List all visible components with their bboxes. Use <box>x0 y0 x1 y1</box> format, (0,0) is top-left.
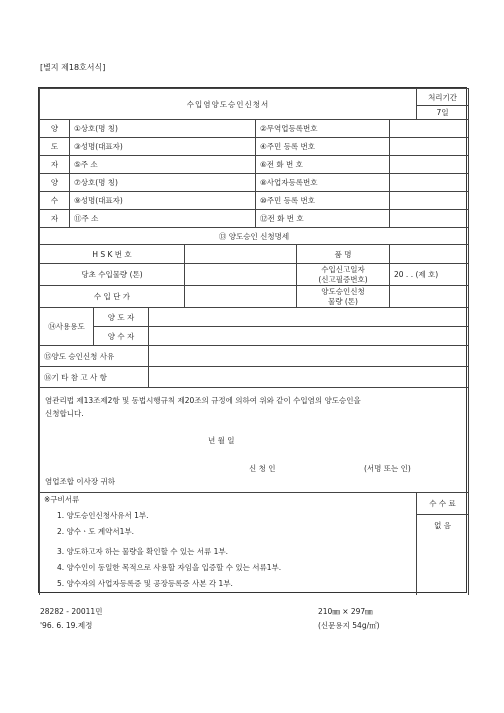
unit-price-label: 수 입 단 가 <box>40 286 185 308</box>
reason-label: ⑮양도 승인신청 사유 <box>40 346 149 367</box>
usage-transferee-field[interactable] <box>149 327 469 346</box>
form-code: 28282 - 20011민 <box>40 607 103 616</box>
report-date-field[interactable]: 20 . . (제 호) <box>390 264 469 286</box>
date-line: 년 월 일 <box>208 436 235 445</box>
transferee-business-reg-label: ⑧사업자등록번호 <box>256 174 390 192</box>
statement-line-1: 염관리법 제13조제2항 및 동법시행규칙 제20조의 규정에 의하여 위와 같이 수입염의 양도승인을 <box>45 396 361 405</box>
paper-type: (신문용지 54g/㎡) <box>318 621 380 630</box>
report-date-line-2: (신고필증번호) <box>318 274 368 284</box>
document-item-1: 1. 양도승인신청사유서 1부. <box>57 511 149 520</box>
hsk-label: H S K 번 호 <box>40 245 185 264</box>
transferor-phone-label: ⑥전 화 번 호 <box>256 156 390 174</box>
usage-transferee-label: 양 수 자 <box>94 327 149 346</box>
transferor-phone-field[interactable] <box>390 156 469 174</box>
approval-quantity-label <box>297 286 390 308</box>
form-number: [별지 제18호서식] <box>40 63 106 72</box>
processing-period-value: 7일 <box>417 106 469 120</box>
notes-label: ⑯기 타 참 고 사 항 <box>40 367 149 388</box>
hsk-field[interactable] <box>185 245 297 264</box>
transferee-company-label: ⑦상호(명 칭) <box>70 174 256 192</box>
initial-quantity-label: 당초 수입물량 (톤) <box>40 264 185 286</box>
statement-line-2: 신청합니다. <box>45 409 84 418</box>
transferor-side-label-2: 도 <box>40 138 70 156</box>
fee-value: 없 음 <box>417 515 469 595</box>
enactment-date: '96. 6. 19.제정 <box>40 621 93 630</box>
transferor-address-label: ⑤주 소 <box>70 156 256 174</box>
transferee-side-label-3: 자 <box>40 210 70 228</box>
applicant-label: 신 청 인 <box>249 464 276 473</box>
transferee-phone-field[interactable] <box>390 210 469 228</box>
document-item-4: 4. 양수인이 동일한 목적으로 사용할 자임을 입증할 수 있는 서류1부. <box>57 563 282 572</box>
transferor-trade-reg-label: ②무역업등록번호 <box>256 120 390 138</box>
signature-label: (서명 또는 인) <box>364 464 411 473</box>
application-form <box>38 87 467 593</box>
approval-quantity-line-2: 물량 (톤) <box>328 296 358 306</box>
document-item-2: 2. 양수ㆍ도 계약서1부. <box>57 527 135 536</box>
transferee-side-label-2: 수 <box>40 192 70 210</box>
transferee-business-reg-field[interactable] <box>390 174 469 192</box>
approval-quantity-field[interactable] <box>390 286 469 308</box>
transferee-phone-label: ⑫전 화 번 호 <box>256 210 390 228</box>
document-item-3: 3. 양도하고자 하는 물량을 확인할 수 있는 서류 1부. <box>57 547 229 556</box>
report-date-line-1: 수입신고일자 <box>321 265 365 275</box>
processing-period-label: 처리기간 <box>417 89 469 106</box>
report-date-label <box>297 264 390 286</box>
transferee-name-label: ⑨성명(대표자) <box>70 192 256 210</box>
transferee-side-label-1: 양 <box>40 174 70 192</box>
initial-quantity-field[interactable] <box>185 264 297 286</box>
statement-block <box>40 388 469 493</box>
fee-label: 수 수 료 <box>417 493 469 515</box>
transferor-side-label-3: 자 <box>40 156 70 174</box>
approval-quantity-line-1: 양도승인신청 <box>321 287 365 297</box>
transferor-company-label: ①상호(명 칭) <box>70 120 256 138</box>
usage-transferor-field[interactable] <box>149 308 469 327</box>
form-table <box>39 88 469 595</box>
paper-size: 210㎜ × 297㎜ <box>318 607 373 616</box>
detail-section-header: ⑬ 양도승인 신청명세 <box>40 228 469 245</box>
reason-field[interactable] <box>149 346 469 367</box>
transferor-resident-no-field[interactable] <box>390 138 469 156</box>
transferee-resident-no-label: ⑩주민 등록 번호 <box>256 192 390 210</box>
notes-field[interactable] <box>149 367 469 388</box>
required-documents-block <box>40 493 417 595</box>
transferor-resident-no-label: ④주민 등록 번호 <box>256 138 390 156</box>
transferee-resident-no-field[interactable] <box>390 192 469 210</box>
form-title: 수입염양도승인신청서 <box>40 89 417 120</box>
recipient-label: 염업조합 이사장 귀하 <box>45 477 115 486</box>
documents-header: ※구비서류 <box>44 495 80 504</box>
document-item-5: 5. 양수자의 사업자등록증 및 공장등록증 사본 각 1부. <box>57 579 233 588</box>
unit-price-field[interactable] <box>185 286 297 308</box>
item-name-field[interactable] <box>390 245 469 264</box>
transferor-side-label-1: 양 <box>40 120 70 138</box>
usage-label: ⑭사용용도 <box>40 308 94 346</box>
transferee-address-label: ⑪주 소 <box>70 210 256 228</box>
usage-transferor-label: 양 도 자 <box>94 308 149 327</box>
item-name-label: 품 명 <box>297 245 390 264</box>
transferor-name-label: ③성명(대표자) <box>70 138 256 156</box>
transferor-trade-reg-field[interactable] <box>390 120 469 138</box>
